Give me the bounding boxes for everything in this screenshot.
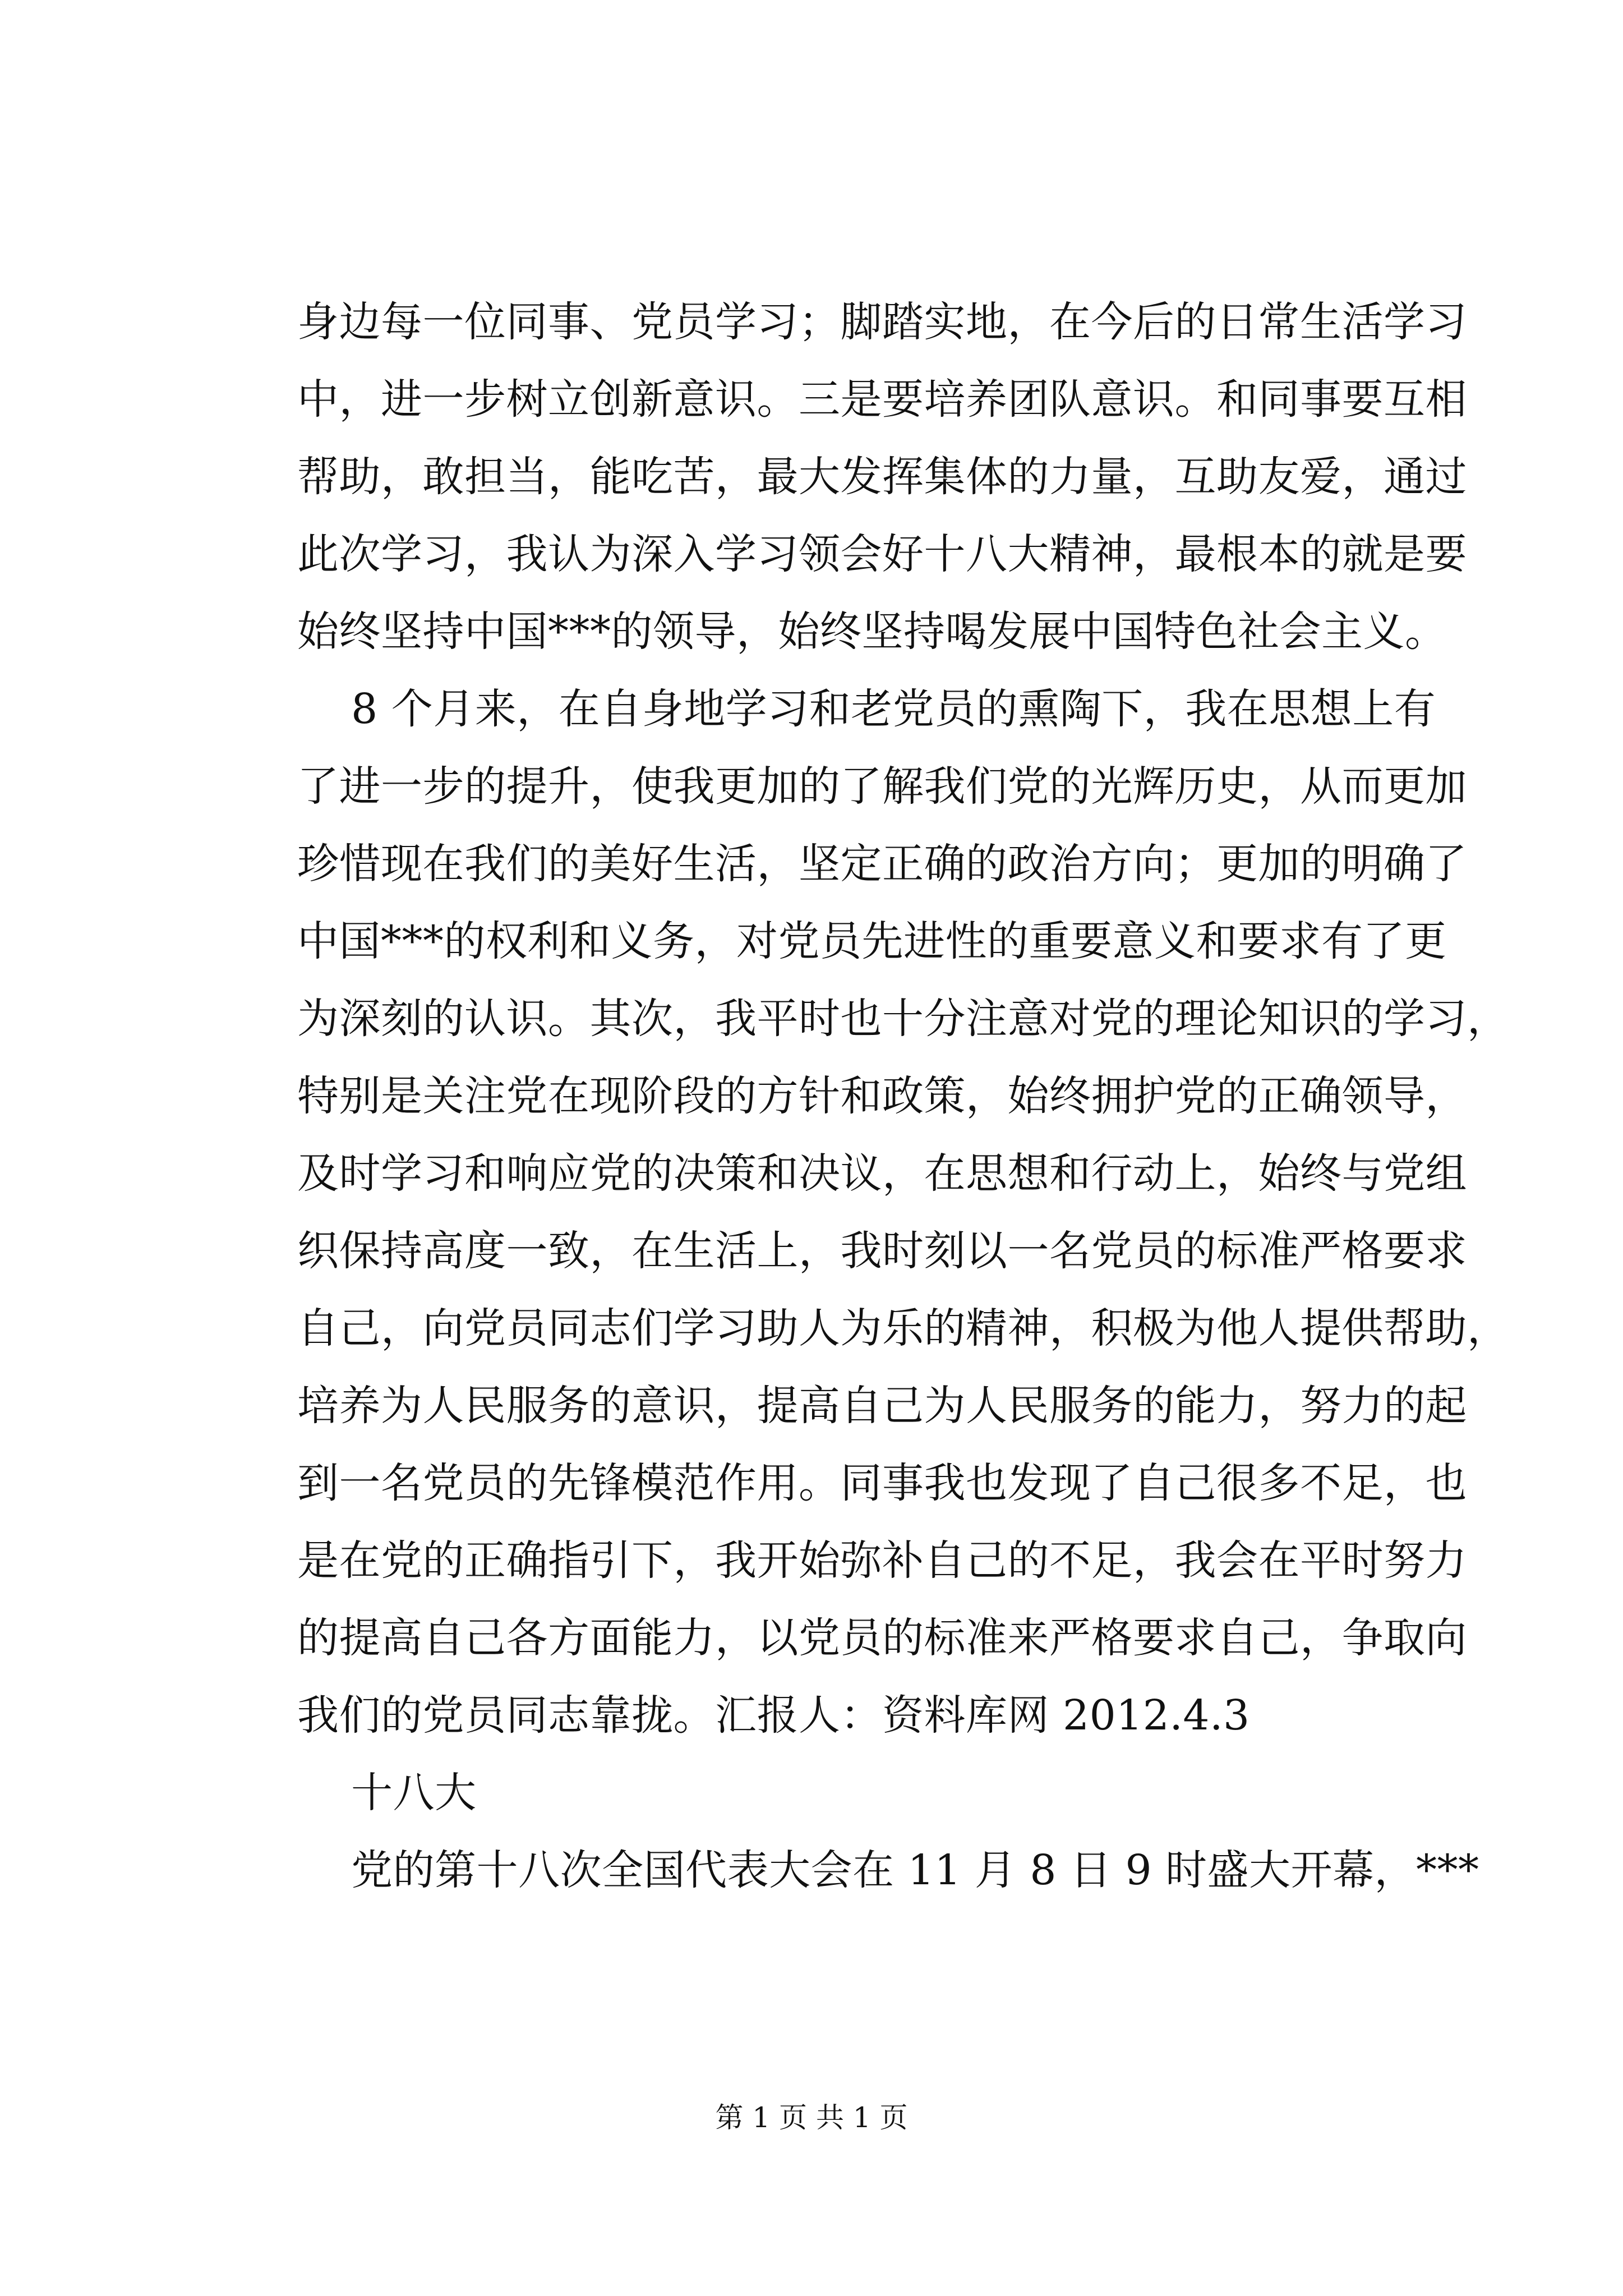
text-line: 到一名党员的先锋模范作用。同事我也发现了自己很多不足，也 [297,1459,1467,1507]
text-line: 8 个月来，在自身地学习和老党员的熏陶下，我在思想上有 [297,685,1436,733]
text-line: 中，进一步树立创新意识。三是要培养团队意识。和同事要互相 [297,375,1467,424]
text-line: 中国***的权利和义务，对党员先进性的重要意义和要求有了更 [297,917,1447,965]
text-line: 我们的党员同志靠拢。汇报人：资料库网 2012.4.3 [297,1691,1250,1740]
text-line: 织保持高度一致，在生活上，我时刻以一名党员的标准严格要求 [297,1227,1467,1275]
document-body [297,283,1509,1909]
page-footer: 第 1 页 共 1 页 [715,2101,908,2134]
text-line: 是在党的正确指引下，我开始弥补自己的不足，我会在平时努力 [297,1536,1467,1585]
text-line: 培养为人民服务的意识，提高自己为人民服务的能力，努力的起 [297,1382,1467,1430]
text-line: 身边每一位同事、党员学习；脚踏实地，在今后的日常生活学习 [297,298,1467,346]
text-line: 此次学习，我认为深入学习领会好十八大精神，最根本的就是要 [297,530,1467,578]
text-line: 及时学习和响应党的决策和决议，在思想和行动上，始终与党组 [297,1149,1467,1198]
text-line: 的提高自己各方面能力，以党员的标准来严格要求自己，争取向 [297,1614,1467,1662]
text-line: 始终坚持中国***的领导，始终坚持喝发展中国特色社会主义。 [297,608,1447,656]
section-heading: 十八大 [297,1769,477,1817]
text-line: 党的第十八次全国代表大会在 11 月 8 日 9 时盛大开幕，*** [297,1846,1479,1894]
text-line: 帮助，敢担当，能吃苦，最大发挥集体的力量，互助友爱，通过 [297,453,1467,501]
text-line: 了进一步的提升，使我更加的了解我们党的光辉历史，从而更加 [297,762,1467,811]
text-line: 珍惜现在我们的美好生活，坚定正确的政治方向；更加的明确了 [297,840,1467,888]
text-line: 为深刻的认识。其次，我平时也十分注意对党的理论知识的学习， [297,995,1509,1043]
text-line: 自己，向党员同志们学习助人为乐的精神，积极为他人提供帮助， [297,1304,1509,1352]
text-line: 特别是关注党在现阶段的方针和政策，始终拥护党的正确领导， [297,1072,1467,1120]
